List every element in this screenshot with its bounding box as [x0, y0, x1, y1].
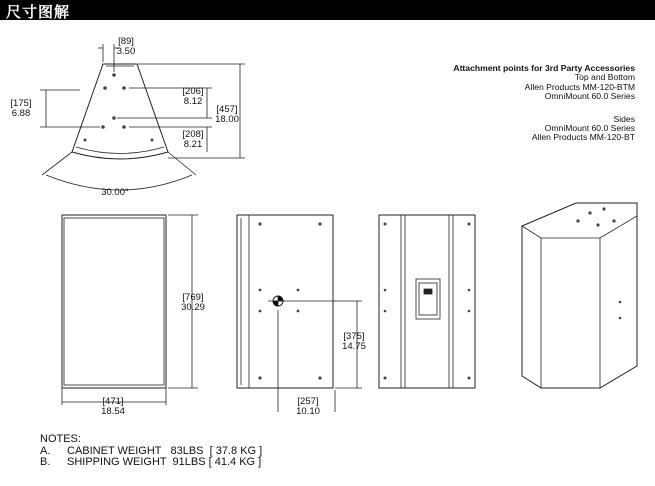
note-key: A. [40, 444, 51, 457]
top-bottom-item: OmniMount 60.0 Series [544, 91, 635, 102]
dim-mm: [769] [182, 292, 204, 303]
dim-in: 18.00 [215, 114, 239, 125]
dim-in: 8.21 [183, 139, 203, 150]
perspective-view-drawing [522, 203, 637, 388]
sides-item: Allen Products MM-120-BT [531, 132, 635, 143]
dim-in: 18.54 [101, 406, 125, 417]
dim-in: 3.50 [116, 46, 136, 57]
sides-item: OmniMount 60.0 Series [544, 123, 635, 134]
dim-mm: [257] [297, 396, 319, 407]
dim-in: 10.10 [296, 406, 320, 417]
rear-view-drawing [379, 215, 475, 388]
dim-side-depth [4, 99, 38, 119]
note-text: SHIPPING WEIGHT 91LBS [ 41.4 KG ] [67, 456, 262, 468]
dim-angle: 30.00° [101, 187, 129, 198]
note-key: B. [40, 456, 51, 468]
attachment-title: Attachment points for 3rd Party Accessories [453, 63, 635, 73]
side-view-drawing [237, 215, 362, 412]
dim-top-width [111, 37, 141, 57]
dim-mm: [375] [343, 331, 365, 342]
dim-in: 14.75 [342, 341, 366, 352]
dim-lower-offset [178, 130, 208, 150]
dim-mm: [89] [118, 36, 134, 47]
dim-mm: [206] [182, 86, 204, 97]
notes-block [40, 434, 262, 469]
note-text: CABINET WEIGHT 83LBS [ 37.8 KG ] [67, 444, 263, 457]
dim-in: 8.12 [183, 96, 203, 107]
sides-heading: Sides [613, 113, 635, 124]
dim-mount-offset [291, 397, 325, 417]
dim-total-depth [212, 105, 242, 125]
top-bottom-heading: Top and Bottom [574, 72, 635, 83]
dim-front-width [95, 397, 131, 417]
page-title: 尺寸图解 [6, 3, 71, 21]
dim-mm: [175] [10, 98, 32, 109]
dim-in: 30.29 [181, 302, 205, 313]
dim-mount-height [337, 332, 371, 352]
note-item [40, 457, 262, 469]
dim-mm: [471] [102, 396, 124, 407]
dim-in: 6.88 [11, 108, 31, 119]
dim-upper-offset [178, 87, 208, 107]
attachment-info [453, 64, 635, 143]
dim-mm: [208] [182, 129, 204, 140]
dim-mm: [457] [216, 104, 238, 115]
notes-heading: NOTES: [40, 433, 81, 445]
dim-height [176, 293, 210, 313]
top-bottom-item: Allen Products MM-120-BTM [524, 81, 635, 92]
